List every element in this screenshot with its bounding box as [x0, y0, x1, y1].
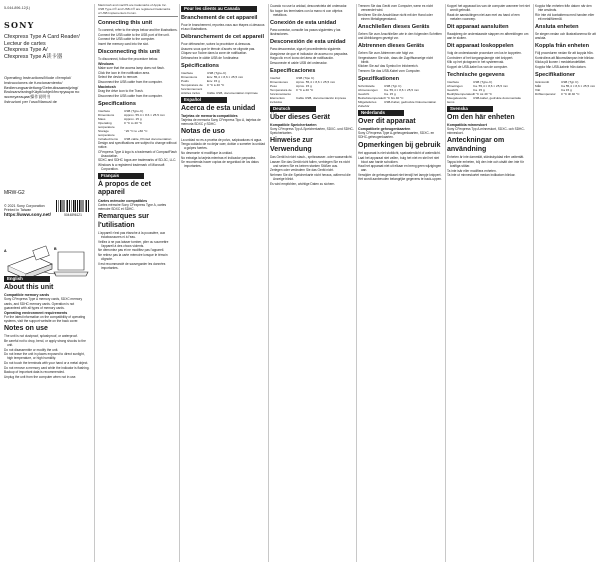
- step-item: Koppel de USB-kabel los van de computer.: [447, 64, 508, 69]
- note-item: Do not touch the terminals with your hand or a metal object.: [4, 361, 89, 366]
- paragraph: Para desconectar, siga el procedimiento siguiente.: [270, 46, 342, 51]
- sony-logo: SONY: [4, 20, 35, 30]
- note-item: Es wird empfohlen, wichtige Daten zu sichern.: [270, 181, 336, 186]
- cover-title-line: Lecteur de cartes: [4, 40, 46, 47]
- note-item: Trennen Sie das Gerät vom Computer, wenn es nicht verwendet wird.: [358, 4, 434, 13]
- column-3: [181, 4, 266, 564]
- paragraph: Se stegen nedan och illustrationerna för att ansluta.: [535, 31, 596, 40]
- spec-value: 0 °C a 40 °C: [296, 87, 314, 92]
- spec-key: Storage temperature: [98, 128, 115, 137]
- spec-key: Included items: [98, 136, 118, 141]
- note-item: Berühren Sie die Anschlüsse nicht mit der Hand oder einem Metallgegenstand.: [358, 12, 433, 21]
- subheading: Windows: [98, 61, 114, 66]
- section-heading: Specifications: [98, 100, 136, 107]
- spec-key: Drifttemperatur: [535, 91, 556, 96]
- note-item: Koppla från enheten från datorn när den inte används.: [535, 4, 592, 13]
- section-heading: Specifikationer: [535, 72, 576, 79]
- step-item: Asegúrese de que el indicador de acceso no parpadea.: [270, 51, 349, 56]
- section-heading: Dit apparaat aansluiten: [447, 23, 509, 30]
- spec-key: Interface: [181, 70, 194, 75]
- section-heading: Hinweise zur Verwendung: [270, 137, 313, 153]
- subheading: Operating environment requirements: [4, 310, 68, 315]
- section-heading: Abtrennen dieses Geräts: [358, 42, 425, 49]
- section-heading: Technische gegevens: [447, 72, 505, 79]
- section-heading: About this unit: [4, 283, 54, 291]
- section-heading: Opmerkingen bij gebruik: [358, 141, 441, 149]
- spec-key: Dimensions: [98, 112, 115, 117]
- note-item: Tenga cuidado de no dejar caer, doblar o someter la unidad a golpes fuertes.: [181, 142, 265, 151]
- paragraph: Sony CFexpress Typ A-minneskort, SDXC- och SDHC-minneskort.: [447, 127, 525, 136]
- spec-key: Gränssnitt: [535, 79, 550, 84]
- note-item: Lassen Sie das Gerät nicht fallen, verbiegen Sie es nicht und setzen Sie es keinen starken Stößen aus.: [270, 159, 350, 168]
- note-item: Ne démontez pas et ne modifiez pas l'appareil.: [98, 248, 165, 253]
- paragraph: Gehen Sie zum Anschließen wie in den folgenden Schritten und Abbildungen gezeigt vor.: [358, 31, 442, 40]
- spec-key: Mass: [98, 116, 106, 121]
- note-item: Nehmen Sie die Speicherkarte nicht heraus, während die Anzeige blinkt.: [270, 173, 351, 182]
- spec-value: Approx. 15 g: [124, 116, 142, 121]
- spec-value: 0 °C à 40 °C: [207, 82, 225, 87]
- spec-value: Ca. 15 g: [473, 87, 485, 92]
- column-4: [270, 4, 355, 564]
- cover-title-line: Cfexpress Type A Card Reader/: [4, 34, 80, 40]
- paragraph: Volg de onderstaande procedure om los te koppelen.: [447, 50, 522, 55]
- spec-value: −20 °C to +60 °C: [124, 128, 148, 133]
- spec-value: USB (Tipo C): [296, 75, 315, 80]
- step-item: Make sure that the access lamp does not flash.: [98, 66, 165, 71]
- paragraph: Design and specifications are subject to change without notice.: [98, 140, 177, 149]
- note-item: Verwijder de geheugenkaart niet terwijl het lampje knippert.: [358, 172, 442, 177]
- paragraph: Sony CFexpress Type A-geheugenkaarten, SDXC- en SDHC-geheugenkaarten.: [358, 131, 435, 140]
- paragraph: Pour débrancher, suivez la procédure ci-dessous.: [181, 41, 251, 46]
- section-heading: Ansluta enheten: [535, 23, 579, 30]
- spec-value: 0 °C till 40 °C: [561, 91, 580, 96]
- paragraph: Sony CFexpress Typ A-Speicherkarten, SDXC- und SDHC-Speicherkarten.: [270, 127, 354, 136]
- spec-value: Aprox. 15 g: [296, 83, 312, 88]
- step-item: Kontrollera att åtkomstlampan inte blinkar.: [535, 55, 595, 60]
- section-heading: Disconnecting this unit: [98, 48, 160, 55]
- cover-subtitle-line: Bruksanvisning/Käyttöohje/Инструкция по: [4, 89, 80, 95]
- section-heading: Desconexión de esta unidad: [270, 38, 346, 45]
- section-heading: Débranchement de cet appareil: [181, 33, 265, 40]
- section-heading: Om den här enheten: [447, 113, 515, 121]
- note-item: Do not leave the unit in places exposed to direct sunlight, high temperature, or high humidity.: [4, 352, 85, 361]
- section-heading: Notes on use: [4, 325, 48, 333]
- cover-subtitle-line: эксплуатации/操作说明书: [4, 94, 51, 100]
- spec-value: USB (Typ C): [561, 79, 579, 84]
- spec-row: [535, 92, 597, 96]
- step-item: Connect the USB cable to the USB port of the unit.: [98, 32, 170, 37]
- spec-value: Ca 55,4 × 8,6 × 25,5 mm: [561, 83, 596, 88]
- cover-subtitle-line: Operating Instructions/Mode d'emploi/: [4, 75, 72, 80]
- spec-value: 0 °C to 40 °C: [124, 120, 143, 125]
- spec-key: Abmessungen: [358, 87, 378, 92]
- step-item: Koppla från USB-kabeln från datorn.: [535, 64, 587, 69]
- column-2: [98, 4, 178, 564]
- step-item: Klicken Sie auf das Symbol im Infobereich.: [358, 64, 419, 69]
- subheading: Macintosh: [98, 84, 116, 89]
- column-divider: [356, 4, 357, 562]
- paragraph: Följ proceduren nedan för att koppla från.: [535, 50, 594, 55]
- note-item: Do not disassemble or modify the unit.: [4, 347, 59, 352]
- note-item: Veillez à ne pas laisser tomber, plier ou soumettre l'appareil à des chocs violents.: [98, 239, 169, 248]
- copyright-line: Printed in Taiwan: [4, 208, 32, 213]
- spec-key: Temperatura de funcionamiento: [270, 87, 292, 96]
- column-6: [447, 4, 531, 564]
- step-item: Controleer of het toegangslampje niet knippert.: [447, 55, 514, 60]
- spec-key: Poids: [181, 78, 189, 83]
- spec-value: USB (Type-C): [207, 70, 227, 75]
- section-heading: Connecting this unit: [98, 19, 153, 26]
- spec-value: USB-kabel, gedrukte documentatie: [473, 95, 521, 100]
- note-item: Laat het apparaat niet vallen, buig het niet en stel het niet bloot aan harde schokken.: [358, 155, 439, 164]
- note-item: Ne retirez pas la carte mémoire lorsque le témoin clignote.: [98, 253, 168, 262]
- section-heading: Branchement de cet appareil: [181, 14, 258, 21]
- trademark-note: SDXC and SDHC logos are trademarks of SD-3C, LLC.: [98, 158, 177, 163]
- paragraph: Para conectar, consulte los pasos siguientes y las ilustraciones.: [270, 27, 341, 36]
- step-item: Disconnect the USB cable from the computer.: [98, 93, 163, 98]
- section-heading: Spécifications: [181, 62, 219, 69]
- section-heading: Over dit apparaat: [358, 117, 416, 125]
- spec-key: Gewicht: [447, 87, 459, 92]
- step-item: Haga clic en el icono del área de notificación.: [270, 56, 334, 61]
- spec-value: Câble USB, documentation imprimée: [207, 90, 258, 95]
- note-item: Backup of important data is recommended.: [4, 370, 65, 375]
- illustration-label-a: A: [4, 249, 7, 253]
- paragraph: Tarjetas de memoria Sony CFexpress Tipo A, tarjetas de memoria SDXC y SDHC.: [181, 118, 261, 127]
- paragraph: Sony CFexpress Type A memory cards, SDXC memory cards, and SDHC memory cards. Operation is not guaranteed with all types of memory cards.: [4, 297, 83, 310]
- paragraph: To connect, refer to the steps below and the illustrations.: [98, 27, 178, 32]
- spec-value: Cable USB, documentación impresa: [296, 95, 346, 100]
- subheading: Cartes mémoire compatibles: [98, 198, 148, 203]
- canada-tab: Pour les clients au Canada: [181, 6, 257, 12]
- section-heading: Remarques sur l'utilisation: [98, 213, 149, 229]
- header-line: of USB Implementers Forum.: [98, 10, 137, 15]
- note-item: Cuando no use la unidad, desconéctela del ordenador.: [270, 4, 348, 8]
- note-item: Se recomienda hacer copias de seguridad de los datos importantes.: [181, 160, 259, 169]
- spec-key: Articles inclus: [181, 90, 200, 95]
- spec-row: [98, 129, 178, 137]
- section-heading: Especificaciones: [270, 67, 316, 74]
- note-item: L'appareil n'est pas étanche à la poussière, aux éclaboussures ni à l'eau.: [98, 231, 166, 240]
- note-item: Il est recommandé de sauvegarder les données importantes.: [98, 261, 166, 270]
- spec-row: [270, 88, 355, 96]
- spec-value: USB (Typ C): [384, 83, 402, 88]
- note-item: Das Gerät ist nicht staub-, spritzwasser- oder wasserdicht.: [270, 155, 353, 160]
- spec-key: Mitgeliefertes Zubehör: [358, 99, 377, 108]
- column-divider: [533, 4, 534, 562]
- note-item: No toque los terminales con la mano ni con objetos metálicos.: [270, 8, 343, 17]
- spec-row: [358, 100, 442, 108]
- subheading: Compatible memory cards: [4, 293, 50, 298]
- step-item: Insert the memory card into the slot.: [98, 41, 149, 46]
- section-heading: Über dieses Gerät: [270, 113, 330, 121]
- illustration-label-b: B: [54, 247, 57, 251]
- section-heading: Conexión de esta unidad: [270, 19, 337, 26]
- language-tab-french: Français: [98, 173, 144, 179]
- header-line: USB Type-C® and USB-C® are registered trademarks: [98, 6, 171, 11]
- spec-value: Ca. 55,4 × 8,6 × 25,5 mm: [384, 87, 420, 92]
- spec-value: USB (Type-C): [473, 79, 493, 84]
- spec-key: Interfaz: [270, 75, 281, 80]
- header-line: Macintosh and macOS are trademarks of Apple Inc.: [98, 4, 167, 7]
- spec-key: Operating temperature: [98, 120, 115, 129]
- subheading: Compatibele geheugenkaarten: [358, 127, 411, 132]
- language-tab-english: English: [4, 276, 50, 282]
- section-heading: Notas de uso: [181, 128, 225, 136]
- note-item: Het apparaat is niet stofdicht, spatwaterdicht of waterdicht.: [358, 150, 441, 155]
- language-tab-dutch: Nederlands: [358, 110, 404, 116]
- spec-row: [270, 96, 355, 104]
- spec-key: Schnittstelle: [358, 83, 375, 88]
- note-item: The unit is not dustproof, splashproof, or waterproof.: [4, 334, 78, 339]
- spec-key: Dimensions: [181, 74, 198, 79]
- note-item: Enheten är inte dammtät, stänkskyddad eller vattentät.: [447, 155, 525, 160]
- trademark-note: CFexpress Type A logo is a trademark of CompactFlash Association.: [98, 149, 177, 158]
- step-item: Assurez-vous que le témoin d'accès ne clignote pas.: [181, 46, 256, 51]
- note-item: La unidad no es a prueba de polvo, salpicaduras ni agua.: [181, 137, 262, 142]
- spec-key: Betriebstemperatur: [358, 95, 385, 100]
- spec-key: Gewicht: [358, 91, 370, 96]
- note-item: No extraiga la tarjeta mientras el indicador parpadea.: [181, 155, 256, 160]
- cover-subtitle-line: /Istruzioni per l'uso/Manual de: [4, 98, 58, 104]
- step-item: Klicka på ikonen i meddelandefältet.: [535, 60, 587, 65]
- spec-value: 0 °C bis 40 °C: [384, 95, 404, 100]
- step-item: Click the icon in the notification area.: [98, 70, 150, 75]
- spec-row: [447, 96, 531, 104]
- note-item: Ta inte isär eller modifiera enheten.: [447, 168, 497, 173]
- language-tab-swedish: Svenska: [447, 106, 493, 112]
- paragraph: For the latest information on the compatibility of operating systems, visit the support website on the back cover.: [4, 314, 86, 323]
- paragraph: Raadpleeg de onderstaande stappen en afbeeldingen om aan te sluiten.: [447, 31, 529, 40]
- section-heading: Anteckningar om användning: [447, 137, 505, 153]
- note-item: Haal het apparaat niet uit elkaar en breng geen wijzigingen aan.: [358, 164, 442, 173]
- step-item: Drag the drive icon to the Trash.: [98, 89, 144, 94]
- note-item: Raak de aansluitingen niet aan met uw hand of een metalen voorwerp.: [447, 12, 520, 21]
- step-item: Cliquez sur l'icône dans la zone de notification.: [181, 51, 248, 56]
- barcode-number: 5044896121: [64, 213, 82, 217]
- note-item: No desmonte ni modifique la unidad.: [181, 151, 233, 156]
- step-item: Trennen Sie das USB-Kabel vom Computer.: [358, 69, 421, 74]
- subheading: Kompatibla minneskort: [447, 123, 487, 128]
- spec-value: USB cable, Printed documentation: [124, 136, 172, 141]
- spec-value: USB (Type-C): [124, 108, 144, 113]
- subheading: Tarjetas de memoria compatibles: [181, 113, 238, 118]
- step-item: Débranchez le câble USB de l'ordinateur.: [181, 55, 240, 60]
- cover-title-line: Cfexpress Type A/: [4, 47, 48, 54]
- trademark-note: Windows is a registered trademark of Microsoft Corporation.: [98, 163, 165, 172]
- section-heading: Spezifikationen: [358, 76, 400, 83]
- note-item: Koppel het apparaat los van de computer wanneer het niet wordt gebruikt.: [447, 4, 530, 13]
- note-item: Het wordt aanbevolen belangrijke gegevens te back-uppen.: [358, 177, 442, 182]
- spec-value: 0 °C tot 40 °C: [473, 91, 492, 96]
- paragraph: Cartes mémoire Sony CFexpress Type A, cartes mémoire SDXC et SDHC.: [98, 203, 167, 212]
- spec-key: Afmetingen: [447, 83, 463, 88]
- column-divider: [179, 4, 180, 562]
- subheading: Kompatible Speicherkarten: [270, 122, 317, 127]
- step-item: Disconnect the USB cable from the computer.: [98, 79, 163, 84]
- step-item: Vergewissern Sie sich, dass die Zugriffsanzeige nicht blinkt.: [358, 55, 434, 64]
- spec-value: Env. 15 g: [207, 78, 220, 83]
- model-number: MRW-G2: [4, 190, 25, 196]
- step-item: Connect the USB cable to the computer.: [98, 37, 155, 42]
- language-tab-spanish: Español: [181, 97, 227, 103]
- spec-key: Peso: [270, 83, 278, 88]
- spec-value: Env. 55,4 × 8,6 × 25,5 mm: [207, 74, 244, 79]
- cover-subtitle-line: Instrucciones de funcionamiento/: [4, 79, 63, 85]
- section-heading: Acerca de esta unidad: [181, 104, 256, 112]
- cover-title-line: Cfexpress Type A读卡器: [4, 53, 63, 60]
- note-item: Tappa inte enheten, böj den inte och utsätt den inte för kraftiga stötar.: [447, 159, 524, 168]
- step-item: Klik op het pictogram in het systeemvak.: [447, 60, 505, 65]
- part-number: 5-044-896-12(1): [4, 6, 30, 10]
- spec-key: Vikt: [535, 87, 541, 92]
- spec-key: Dimensiones: [270, 79, 288, 84]
- copyright-line: © 2021 Sony Corporation: [4, 204, 45, 208]
- paragraph: Pour le branchement, reportez-vous aux étapes ci-dessous et aux illustrations.: [181, 22, 265, 31]
- note-item: Rör inte vid kontakterna med handen eller ett metallföremål.: [535, 12, 595, 21]
- note-item: Unplug the unit from the computer when not in use.: [4, 374, 77, 379]
- spec-value: Approx. 55.4 × 8.6 × 25.5 mm: [124, 112, 165, 117]
- note-item: Zerlegen oder verändern Sie das Gerät nicht.: [270, 168, 334, 173]
- spec-value: Ca 15 g: [561, 87, 572, 92]
- section-heading: Anschließen dieses Geräts: [358, 23, 430, 30]
- spec-key: Meegeleverde items: [447, 95, 467, 104]
- cover-column: [4, 4, 90, 564]
- column-5: [358, 4, 442, 564]
- spec-value: USB-Kabel, gedruckte Dokumentation: [384, 99, 437, 104]
- spec-key: Interface: [98, 108, 111, 113]
- barcode: [56, 200, 90, 212]
- cover-subtitle: [4, 76, 90, 105]
- spec-value: Ca. 15 g: [384, 91, 396, 96]
- spec-key: Température de fonctionnement: [181, 82, 203, 91]
- paragraph: Gehen Sie zum Abtrennen wie folgt vor.: [358, 50, 414, 55]
- column-divider: [445, 4, 446, 562]
- note-item: Ta inte ut minneskortet medan indikatorn blinkar.: [447, 173, 516, 178]
- spec-row: [181, 91, 266, 95]
- cover-subtitle-line: Bedienungsanleitung/Gebruiksaanwijzing/: [4, 84, 79, 90]
- spec-value: Aprox. 55,4 × 8,6 × 25,5 mm: [296, 79, 336, 84]
- spec-value: Ca. 55,4 × 8,6 × 25,5 mm: [473, 83, 509, 88]
- spec-key: Elementos incluidos: [270, 95, 285, 104]
- language-tab-german: Deutsch: [270, 106, 316, 112]
- paragraph: To disconnect, follow the procedure below.: [98, 56, 158, 61]
- step-item: Select the device to remove.: [98, 75, 139, 80]
- step-item: Desconecte el cable USB del ordenador.: [270, 60, 328, 65]
- spec-key: Bedrijfstemperatuur: [447, 91, 474, 96]
- note-item: Be careful not to drop, bend, or apply strong shocks to the unit.: [4, 339, 86, 348]
- column-7: [535, 4, 597, 564]
- spec-row: [98, 121, 178, 129]
- spec-key: Mått: [535, 83, 542, 88]
- section-heading: Dit apparaat loskoppelen: [447, 42, 514, 49]
- column-divider: [94, 4, 95, 562]
- column-divider: [268, 4, 269, 562]
- cover-title: [4, 34, 90, 60]
- section-heading: Koppla från enheten: [535, 42, 590, 49]
- english-section: [4, 274, 90, 379]
- note-item: Do not remove a memory card while the indicator is flashing.: [4, 365, 90, 370]
- section-heading: À propos de cet appareil: [98, 181, 151, 197]
- website-url: https://www.sony.net/: [4, 211, 51, 217]
- spec-row: [181, 83, 266, 91]
- spec-key: Interface: [447, 79, 460, 84]
